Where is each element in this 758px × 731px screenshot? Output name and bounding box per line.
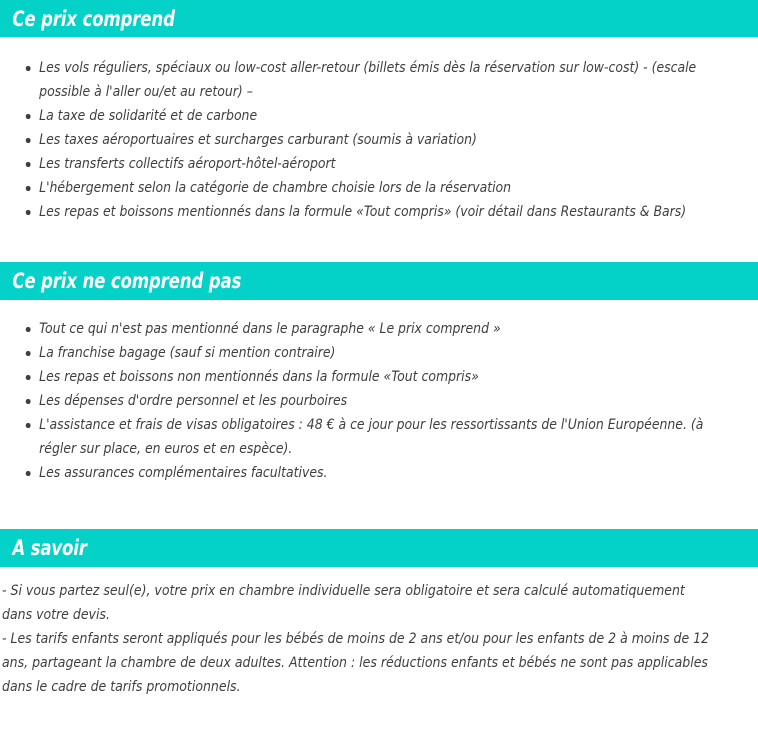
good-to-know-body <box>0 567 758 699</box>
list-item: Les repas et boissons mentionnés dans la formule «Tout compris» (voir détail dans Restaurants & Bars) <box>0 200 724 224</box>
section-header-price-includes <box>0 0 758 37</box>
list-item: La taxe de solidarité et de carbone <box>0 104 724 128</box>
section-title-good-to-know: A savoir <box>12 536 87 560</box>
price-includes-list <box>0 37 758 224</box>
section-header-price-excludes <box>0 262 758 300</box>
list-item: L'hébergement selon la catégorie de chambre choisie lors de la réservation <box>0 176 724 200</box>
list-item: La franchise bagage (sauf si mention contraire) <box>0 341 724 365</box>
list-item: L'assistance et frais de visas obligatoires : 48 € à ce jour pour les ressortissants de l'Union Européenne. (à régler sur place, en euros et en espèce). <box>0 413 724 461</box>
list-item: Les taxes aéroportuaires et surcharges carburant (soumis à variation) <box>0 128 724 152</box>
section-title-price-excludes: Ce prix ne comprend pas <box>12 269 242 293</box>
list-item: Les transferts collectifs aéroport-hôtel-aéroport <box>0 152 724 176</box>
list-item: Les assurances complémentaires facultatives. <box>0 461 724 485</box>
section-title-price-includes: Ce prix comprend <box>12 6 175 31</box>
list-item: Tout ce qui n'est pas mentionné dans le paragraphe « Le prix comprend » <box>0 317 724 341</box>
paragraph: - Les tarifs enfants seront appliqués pour les bébés de moins de 2 ans et/ou pour les enfants de 2 à moins de 12 ans, partageant la chambre de deux adultes. Attention : les réductions enfants et bébés ne sont pas applicables dans le cadre de tarifs promotionnels. <box>2 631 710 695</box>
list-item: Les vols réguliers, spéciaux ou low-cost aller-retour (billets émis dès la réservation sur low-cost) - (escale possible à l'aller ou/et au retour) – <box>0 56 724 104</box>
section-header-good-to-know <box>0 529 758 567</box>
list-item: Les dépenses d'ordre personnel et les pourboires <box>0 389 724 413</box>
section-spacer <box>0 485 758 529</box>
paragraph: - Si vous partez seul(e), votre prix en chambre individuelle sera obligatoire et sera calculé automatiquement dans votre devis. <box>2 583 685 623</box>
list-item: Les repas et boissons non mentionnés dans la formule «Tout compris» <box>0 365 724 389</box>
section-spacer <box>0 224 758 262</box>
price-excludes-list <box>0 300 758 485</box>
